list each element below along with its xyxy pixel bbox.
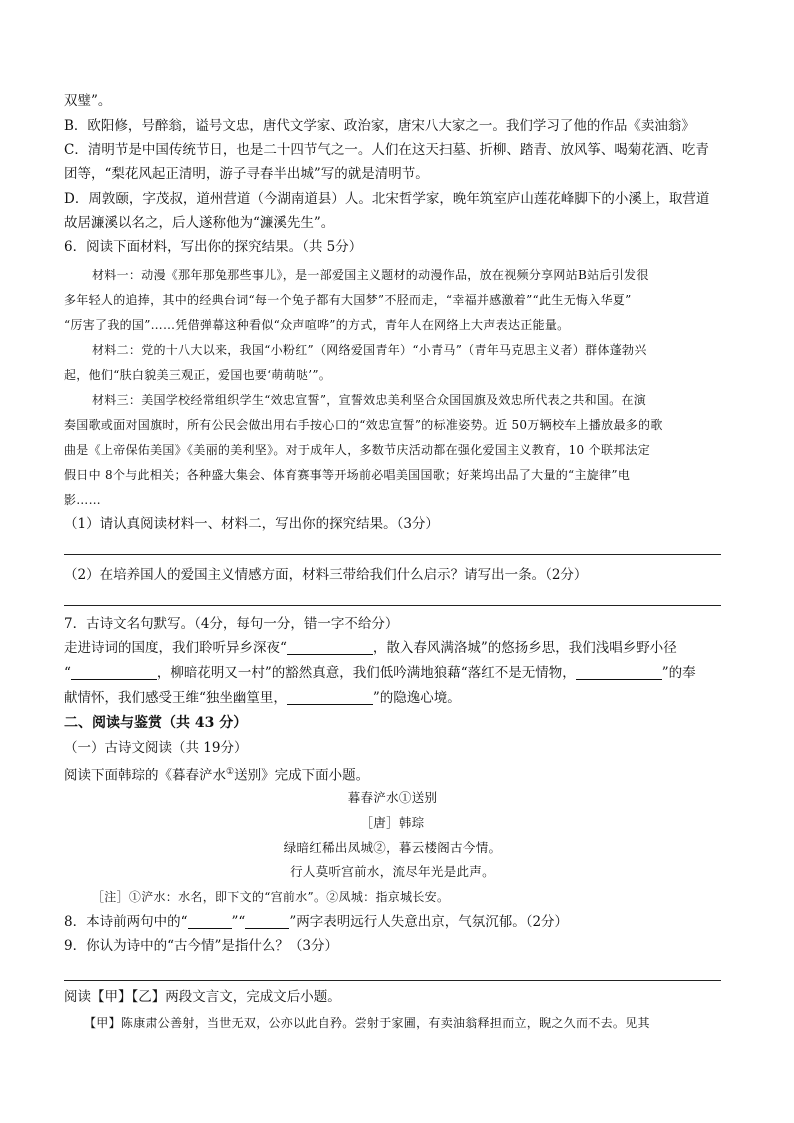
material-1-cont: “厉害了我的国”……凭借弹幕这种看似“众声喧哗”的方式，青年人在网络上大声表达正能量。 xyxy=(64,318,570,332)
text: 走进诗词的国度，我们聆听异乡深夜“ xyxy=(64,640,287,656)
poem-line: 行人莫听宫前水，流尽年光是此声。 xyxy=(290,864,495,879)
poem-fill-line xyxy=(64,663,696,683)
option-b: B．欧阳修，号醉翁，谥号文忠，唐代文学家、政治家，唐宋八大家之一。我们学习了他的作品《卖油翁》 xyxy=(64,118,695,134)
classical-text-jia: 【甲】陈康肃公善射，当世无双，公亦以此自矜。尝射于家圃，有卖油翁释担而立，睨之久而不去。见其 xyxy=(84,1016,650,1030)
poem-line: 绿暗红稀出凤城②，暮云楼阁古今情。 xyxy=(283,840,502,855)
question-8 xyxy=(64,912,568,932)
answer-line[interactable] xyxy=(64,605,721,606)
fill-blank[interactable] xyxy=(287,640,373,655)
text: 8．本诗前两句中的“ xyxy=(64,914,188,930)
material-1: 材料一：动漫《那年那兔那些事儿》，是一部爱国主义题材的动漫作品，放在视频分享网站B站后引发很 xyxy=(92,268,649,282)
material-2-cont: 起，他们“肤白貌美三观正，爱国也要‘萌萌哒’”。 xyxy=(64,368,332,382)
poem-author: ［唐］韩琮 xyxy=(360,815,425,830)
option-c: C．清明节是中国传统节日，也是二十四节气之一。人们在这天扫墓、折柳、踏青、放风筝、喝菊花酒、吃青 xyxy=(64,142,709,158)
fill-blank[interactable] xyxy=(576,665,662,680)
text: ”“ xyxy=(231,914,246,930)
poem-title: 暮春浐水①送别 xyxy=(347,790,438,805)
material-3-cont: 曲是《上帝保佑美国》《美丽的美利坚》。对于成年人，多数节庆活动都在强化爱国主义教育，10 个联邦法定 xyxy=(64,443,651,457)
fill-blank[interactable] xyxy=(287,690,373,705)
material-3: 材料三：美国学校经常组织学生“效忠宣誓”，宣誓效忠美利坚合众国国旗及效忠所代表之共和国。在演 xyxy=(92,393,647,407)
answer-line[interactable] xyxy=(64,980,721,981)
reading-intro: 阅读【甲】【乙】两段文言文，完成文后小题。 xyxy=(64,989,341,1005)
text: “ xyxy=(64,665,71,681)
fill-blank[interactable] xyxy=(188,914,232,929)
question-9: 9．你认为诗中的“古今情”是指什么？（3分） xyxy=(64,938,338,954)
material-2: 材料二：党的十八大以来，我国“小粉红”（网络爱国青年）“小青马”（青年马克思主义者）群体蓬勃兴 xyxy=(92,343,647,357)
text: ，散入春风满洛城”的悠扬乡思，我们浅唱乡野小径 xyxy=(372,640,677,656)
text: 送别》完成下面小题。 xyxy=(234,767,370,784)
footnote-mark: ① xyxy=(226,767,235,777)
question-6-1: （1）请认真阅读材料一、材料二，写出你的探究结果。（3分） xyxy=(64,516,439,532)
text: ，柳暗花明又一村”的豁然真意，我们低吟满地狼藉“落红不是无情物， xyxy=(156,665,576,681)
fill-blank[interactable] xyxy=(71,665,157,680)
material-3-cont: 奏国歌或面对国旗时，所有公民会做出用右手按心口的“效忠宣誓”的标准姿势。近 50万辆校车上播放最多的歌 xyxy=(64,418,663,432)
text: 阅读下面韩琮的《暮春浐水 xyxy=(64,767,226,784)
option-c-cont: 团等，“梨花风起正清明，游子寻春半出城”写的就是清明节。 xyxy=(64,166,429,182)
text: ”的隐逸心境。 xyxy=(372,690,461,706)
text: ”的奉 xyxy=(661,665,696,681)
fill-blank[interactable] xyxy=(245,914,289,929)
answer-line[interactable] xyxy=(64,554,721,555)
material-3-cont: 假日中 8个与此相关；各种盛大集会、体育赛事等开场前必唱美国国歌；好莱坞出品了大量的“主旋律”电 xyxy=(64,468,631,482)
subsection-heading: （一）古诗文阅读（共 19分） xyxy=(64,740,248,756)
poem-note: ［注］①浐水：水名，即下文的“宫前水”。②凤城：指京城长安。 xyxy=(92,890,450,904)
text-line: 双璧”。 xyxy=(64,93,112,109)
material-1-cont: 多年轻人的追捧，其中的经典台词“每一个兔子都有大国梦”不胫而走，“幸福并感激着”“此生无悔入华夏” xyxy=(64,293,632,307)
option-d: D．周敦颐，字茂叔，道州营道（今湖南道县）人。北宋哲学家，晚年筑室庐山莲花峰脚下的小溪上，取营道 xyxy=(64,191,710,207)
poem-fill-line xyxy=(64,638,677,658)
question-6-2: （2）在培养国人的爱国主义情感方面，材料三带给我们什么启示？请写出一条。（2分） xyxy=(64,567,588,583)
question-6: 6．阅读下面材料，写出你的探究结果。（共 5分） xyxy=(64,239,363,255)
question-7: 7．古诗文名句默写。（4分，每句一分，错一字不给分） xyxy=(64,616,399,632)
section-heading: 二、阅读与鉴赏（共 43 分） xyxy=(64,715,248,731)
poem-fill-line xyxy=(64,688,461,708)
text: ”两字表明远行人失意出京，气氛沉郁。（2分） xyxy=(289,914,569,930)
text: 献情怀，我们感受王维“独坐幽篁里， xyxy=(64,690,287,706)
option-d-cont: 故居濂溪以名之，后人遂称他为“濂溪先生”。 xyxy=(64,215,335,231)
material-3-cont: 影…… xyxy=(64,493,101,507)
reading-intro xyxy=(64,762,369,786)
